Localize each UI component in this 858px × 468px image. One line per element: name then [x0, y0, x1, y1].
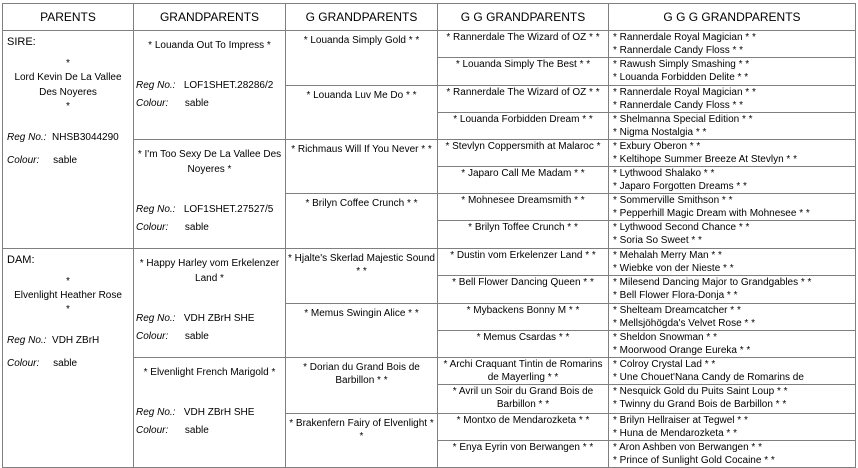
ggg-grandparent-sire: * Rawush Simply Smashing * * [613, 59, 750, 70]
pedigree-container [2, 3, 856, 468]
gg-grandparent-cell [438, 194, 609, 221]
ggg-grandparent-cell [609, 441, 856, 468]
ggg-grandparent-cell [609, 331, 856, 358]
gg-grandparent-name: * Japaro Call Me Madam * * [461, 168, 585, 179]
pedigree-table [2, 3, 856, 468]
g-grandparent-cell [286, 86, 438, 140]
g-grandparent-name: * Hjalte's Skerlad Majestic Sound * * [288, 253, 435, 277]
grandparent-name: * Happy Harley vom Erkelenzer Land * [139, 258, 280, 284]
ggg-grandparent-dam: * Huna de Mendarozketa * * [613, 428, 737, 439]
gg-grandparent-cell [438, 86, 609, 113]
ggg-grandparent-sire: * Aron Ashben von Berwangen * * [613, 442, 762, 453]
gg-grandparent-cell [438, 140, 609, 167]
grandparent-name: * I'm Too Sexy De La Vallee Des Noyeres * [137, 149, 282, 175]
gg-grandparent-cell [438, 31, 609, 58]
grandparent-reg-label: Reg No.: [136, 407, 176, 418]
ggg-grandparent-dam: * Moorwood Orange Eureka * * [613, 345, 751, 356]
gg-grandparent-cell [438, 221, 609, 249]
ggg-grandparent-cell [609, 140, 856, 167]
gg-grandparent-name: * Mybackens Bonny M * * [466, 305, 580, 316]
header-ggg-grandparents: G G G GRANDPARENTS [609, 4, 856, 31]
grandparent-reg-label: Reg No.: [136, 313, 176, 324]
dam-reg-label: Reg No.: [7, 335, 47, 346]
grandparent-colour-value: sable [184, 331, 209, 342]
g-grandparent-cell [286, 31, 438, 86]
grandparent-colour-label: Colour: [136, 331, 169, 342]
ggg-grandparent-dam: * Rannerdale Candy Floss * * [613, 45, 744, 56]
sire-cell [3, 31, 134, 249]
sire-star-top: * [66, 58, 70, 69]
gg-grandparent-name: * Louanda Forbidden Dream * * [453, 114, 593, 125]
gg-grandparent-name: * Bell Flower Dancing Queen * * [452, 277, 594, 288]
ggg-grandparent-sire: * Mehalah Merry Man * * [613, 250, 722, 261]
grandparent-colour-value: sable [184, 425, 209, 436]
g-grandparent-cell [286, 249, 438, 304]
ggg-grandparent-sire: * Brilyn Hellraiser at Tegwel * * [613, 415, 748, 426]
dam-cell [3, 249, 134, 468]
ggg-grandparent-dam: * Japaro Forgotten Dreams * * [613, 181, 747, 192]
gg-grandparent-cell [438, 414, 609, 441]
grandparent-cell [134, 31, 286, 140]
grandparent-reg-value: VDH ZBrH SHE [183, 313, 255, 324]
gg-grandparent-cell [438, 441, 609, 468]
ggg-grandparent-dam: * Bell Flower Flora-Donja * * [613, 290, 738, 301]
ggg-grandparent-sire: * Milesend Dancing Major to Grandgables * * [613, 277, 812, 288]
gg-grandparent-cell [438, 304, 609, 331]
ggg-grandparent-sire: * Exbury Oberon * * [613, 141, 701, 152]
gg-grandparent-name: * Archi Craquant Tintin de Romarins de Mayerling * * [443, 359, 603, 383]
grandparent-reg-value: LOF1SHET.28286/2 [183, 80, 274, 91]
gg-grandparent-cell [438, 58, 609, 86]
gg-grandparent-name: * Enya Eyrin von Berwangen * * [452, 442, 594, 453]
grandparent-colour-label: Colour: [136, 98, 169, 109]
ggg-grandparent-sire: * Nesquick Gold du Puits Saint Loup * * [613, 386, 788, 397]
gg-grandparent-name: * Brilyn Toffee Crunch * * [468, 222, 578, 233]
ggg-grandparent-cell [609, 167, 856, 194]
ggg-grandparent-sire: * Lythwood Shalako * * [613, 168, 715, 179]
pedigree-body [3, 31, 856, 468]
ggg-grandparent-sire: * Colroy Crystal Lad * * [613, 359, 716, 370]
g-grandparent-name: * Louanda Luv Me Do * * [306, 90, 417, 101]
ggg-grandparent-dam: * Keltihope Summer Breeze At Stevlyn * * [613, 154, 797, 165]
dam-reg-value: VDH ZBrH [52, 335, 100, 346]
grandparent-cell [134, 140, 286, 249]
dam-colour-value: sable [53, 358, 78, 369]
ggg-grandparent-sire: * Shelmanna Special Edition * * [613, 114, 753, 125]
gg-grandparent-name: * Memus Csardas * * [476, 332, 570, 343]
grandparent-colour-label: Colour: [136, 222, 169, 233]
ggg-grandparent-sire: * Sommerville Smithson * * [613, 195, 733, 206]
dam-star-top: * [66, 276, 70, 287]
ggg-grandparent-cell [609, 86, 856, 113]
ggg-grandparent-dam: * Prince of Sunlight Gold Cocaine * * [613, 455, 775, 466]
ggg-grandparent-sire: * Lythwood Second Chance * * [613, 222, 750, 233]
header-gg-grandparents: G G GRANDPARENTS [438, 4, 609, 31]
grandparent-cell [134, 249, 286, 358]
gg-grandparent-name: * Mohnesee Dreamsmith * * [461, 195, 585, 206]
ggg-grandparent-dam: * Wiebke von der Nieste * * [613, 263, 734, 274]
gg-grandparent-cell [438, 331, 609, 358]
ggg-grandparent-dam: * Soria So Sweet * * [613, 235, 702, 246]
ggg-grandparent-dam: * Louanda Forbidden Delite * * [613, 72, 749, 83]
grandparent-reg-label: Reg No.: [136, 204, 176, 215]
ggg-grandparent-cell [609, 113, 856, 140]
ggg-grandparent-dam: * Pepperhill Magic Dream with Mohnesee * * [613, 208, 810, 219]
g-grandparent-name: * Louanda Simply Gold * * [303, 35, 420, 46]
sire-star-bottom: * [66, 101, 70, 112]
grandparent-colour-value: sable [184, 222, 209, 233]
gg-grandparent-cell [438, 167, 609, 194]
dam-star-bottom: * [66, 304, 70, 315]
grandparent-reg-label: Reg No.: [136, 80, 176, 91]
pedigree-row [3, 31, 856, 58]
sire-reg-value: NHSB3044290 [52, 132, 119, 143]
gg-grandparent-cell [438, 113, 609, 140]
g-grandparent-name: * Brakenfern Fairy of Elvenlight * * [289, 418, 434, 442]
ggg-grandparent-sire: * Shelteam Dreamcatcher * * [613, 305, 741, 316]
dam-label: DAM: [7, 254, 35, 266]
g-grandparent-name: * Brilyn Coffee Crunch * * [305, 198, 418, 209]
ggg-grandparent-cell [609, 249, 856, 276]
ggg-grandparent-cell [609, 221, 856, 249]
g-grandparent-name: * Richmaus Will If You Never * * [291, 144, 432, 155]
ggg-grandparent-cell [609, 31, 856, 58]
pedigree-row [3, 249, 856, 276]
sire-reg-label: Reg No.: [7, 132, 47, 143]
ggg-grandparent-dam: * Mellsjöhögda's Velvet Rose * * [613, 318, 755, 329]
dam-colour-label: Colour: [7, 358, 40, 369]
g-grandparent-cell [286, 304, 438, 358]
sire-label: SIRE: [7, 36, 36, 48]
ggg-grandparent-sire: * Rannerdale Royal Magician * * [613, 87, 756, 98]
grandparent-name: * Louanda Out To Impress * [148, 40, 271, 51]
ggg-grandparent-dam: * Rannerdale Candy Floss * * [613, 100, 744, 111]
grandparent-cell [134, 358, 286, 468]
grandparent-reg-value: VDH ZBrH SHE [183, 407, 255, 418]
header-grandparents: GRANDPARENTS [134, 4, 286, 31]
ggg-grandparent-dam: * Une Chouet'Nana Candy de Romarins de [613, 372, 804, 383]
ggg-grandparent-cell [609, 276, 856, 304]
gg-grandparent-name: * Rannerdale The Wizard of OZ * * [446, 87, 600, 98]
ggg-grandparent-dam: * Twinny du Grand Bois de Barbillon * * [613, 399, 787, 410]
ggg-grandparent-cell [609, 358, 856, 385]
gg-grandparent-cell [438, 358, 609, 385]
g-grandparent-cell [286, 358, 438, 414]
sire-colour-label: Colour: [7, 155, 40, 166]
grandparent-colour-label: Colour: [136, 425, 169, 436]
ggg-grandparent-cell [609, 385, 856, 414]
gg-grandparent-cell [438, 276, 609, 304]
sire-name: Lord Kevin De La Vallee Des Noyeres [14, 72, 122, 98]
header-parents: PARENTS [3, 4, 134, 31]
gg-grandparent-name: * Avril un Soir du Grand Bois de Barbillon * * [452, 386, 594, 410]
g-grandparent-name: * Dorian du Grand Bois de Barbillon * * [303, 362, 420, 386]
ggg-grandparent-cell [609, 58, 856, 86]
ggg-grandparent-cell [609, 194, 856, 221]
header-row [3, 4, 856, 31]
gg-grandparent-name: * Louanda Simply The Best * * [455, 59, 591, 70]
gg-grandparent-name: * Dustin vom Erkelenzer Land * * [450, 250, 596, 261]
ggg-grandparent-sire: * Rannerdale Royal Magician * * [613, 32, 756, 43]
ggg-grandparent-cell [609, 304, 856, 331]
ggg-grandparent-sire: * Sheldon Snowman * * [613, 332, 717, 343]
gg-grandparent-cell [438, 249, 609, 276]
gg-grandparent-name: * Rannerdale The Wizard of OZ * * [446, 32, 600, 43]
ggg-grandparent-dam: * Nigma Nostalgia * * [613, 127, 707, 138]
dam-name: Elvenlight Heather Rose [14, 290, 122, 301]
ggg-grandparent-cell [609, 414, 856, 441]
gg-grandparent-cell [438, 385, 609, 414]
gg-grandparent-name: * Stevlyn Coppersmith at Malaroc * [445, 141, 601, 152]
grandparent-name: * Elvenlight French Marigold * [143, 367, 276, 378]
gg-grandparent-name: * Montxo de Mendarozketa * * [456, 415, 590, 426]
sire-colour-value: sable [53, 155, 78, 166]
g-grandparent-cell [286, 194, 438, 249]
g-grandparent-name: * Memus Swingin Alice * * [304, 308, 419, 319]
g-grandparent-cell [286, 140, 438, 194]
grandparent-colour-value: sable [184, 98, 209, 109]
grandparent-reg-value: LOF1SHET.27527/5 [183, 204, 274, 215]
g-grandparent-cell [286, 414, 438, 468]
header-g-grandparents: G GRANDPARENTS [286, 4, 438, 31]
